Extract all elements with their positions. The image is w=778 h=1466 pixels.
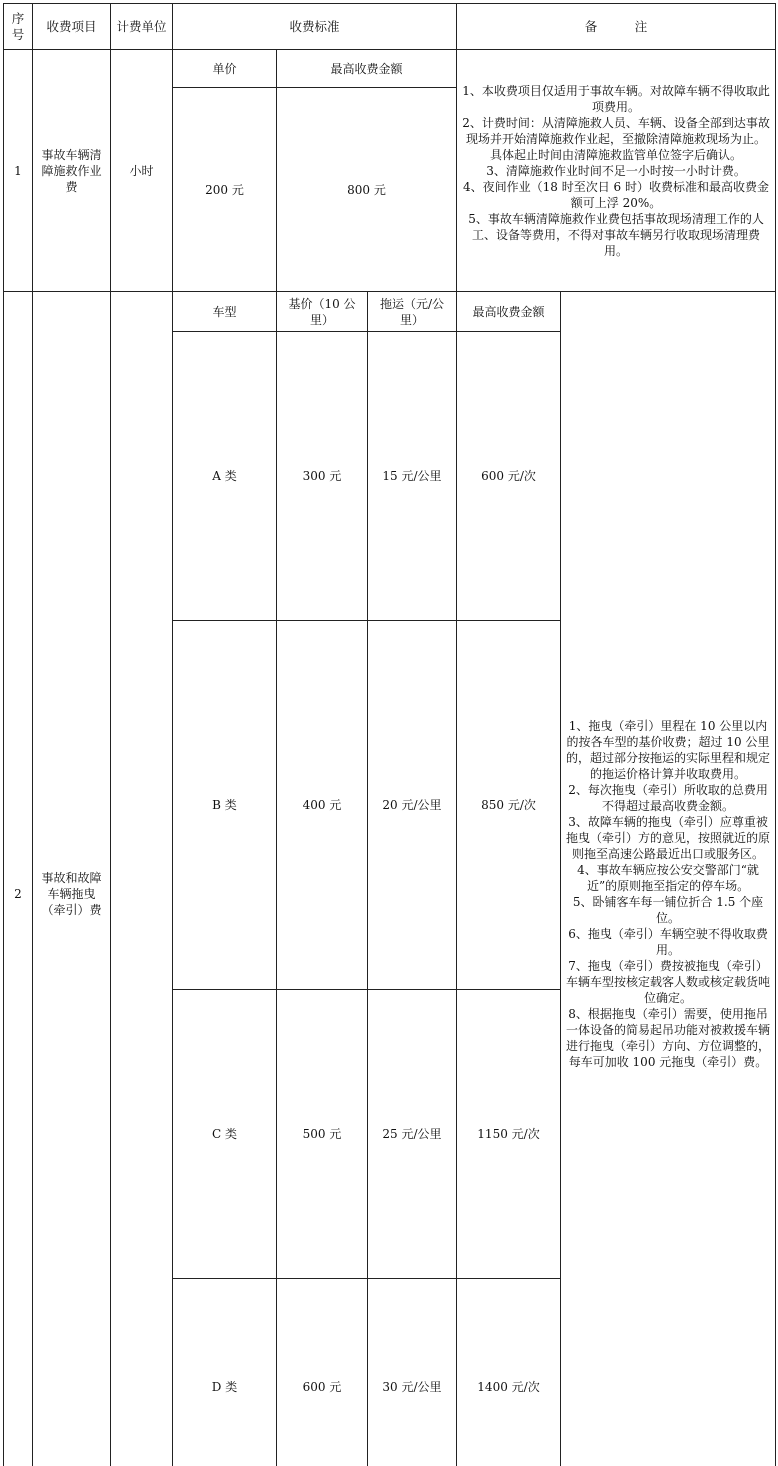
type-d-max: 1400 元/次 <box>457 1279 561 1466</box>
row2-note-6: 6、拖曳（牵引）车辆空驶不得收取费用。 <box>565 926 771 958</box>
type-c-base: 500 元 <box>277 990 368 1279</box>
header-row <box>4 4 776 50</box>
header-standard: 收费标准 <box>173 4 457 50</box>
type-b: B 类 <box>173 621 277 990</box>
row2-note-1: 1、拖曳（牵引）里程在 10 公里以内的按各车型的基价收费；超过 10 公里的，超过部分按拖运的实际里程和规定的拖运价格计算并收取费用。 <box>565 718 771 782</box>
row1-notes <box>457 50 776 292</box>
row2-col-type: 车型 <box>173 292 277 332</box>
type-b-max: 850 元/次 <box>457 621 561 990</box>
row1-note-5: 5、事故车辆清障施救作业费包括事故现场清理工作的人工、设备等费用，不得对事故车辆另行收取现场清理费用。 <box>461 211 771 259</box>
row1-max-amount: 800 元 <box>277 88 457 292</box>
row2-notes <box>561 292 776 1466</box>
row2-note-8: 8、根据拖曳（牵引）需要，使用拖吊一体设备的简易起吊功能对被救援车辆进行拖曳（牵引）方向、方位调整的，每车可加收 100 元拖曳（牵引）费。 <box>565 1006 771 1070</box>
row1-subheader <box>4 50 776 88</box>
row1-unit-price: 200 元 <box>173 88 277 292</box>
row1-unit: 小时 <box>111 50 173 292</box>
row2-col-base: 基价（10 公里） <box>277 292 368 332</box>
header-unit: 计费单位 <box>111 4 173 50</box>
row2-subheader <box>4 292 776 332</box>
type-b-tow: 20 元/公里 <box>368 621 457 990</box>
row1-max-label: 最高收费金额 <box>277 50 457 88</box>
type-a: A 类 <box>173 332 277 621</box>
type-c-max: 1150 元/次 <box>457 990 561 1279</box>
row1-item: 事故车辆清障施救作业费 <box>33 50 111 292</box>
header-remarks: 备 注 <box>457 4 776 50</box>
row2-col-max: 最高收费金额 <box>457 292 561 332</box>
type-d-tow: 30 元/公里 <box>368 1279 457 1466</box>
header-item: 收费项目 <box>33 4 111 50</box>
row1-note-4: 4、夜间作业（18 时至次日 6 时）收费标准和最高收费金额可上浮 20%。 <box>461 179 771 211</box>
row2-unit <box>111 292 173 1466</box>
row2-note-7: 7、拖曳（牵引）费按被拖曳（牵引）车辆车型按核定载客人数或核定载货吨位确定。 <box>565 958 771 1006</box>
type-b-base: 400 元 <box>277 621 368 990</box>
row2-note-4: 4、事故车辆应按公安交警部门“就近”的原则拖至指定的停车场。 <box>565 862 771 894</box>
row2-item: 事故和故障车辆拖曳（牵引）费 <box>33 292 111 1466</box>
row1-unit-price-label: 单价 <box>173 50 277 88</box>
header-seq: 序号 <box>4 4 33 50</box>
row2-col-tow: 拖运（元/公里） <box>368 292 457 332</box>
row1-note-2: 2、计费时间：从清障施救人员、车辆、设备全部到达事故现场并开始清障施救作业起，至撤除清障施救现场为止。具体起止时间由清障施救监管单位签字后确认。 <box>461 115 771 163</box>
row2-seq: 2 <box>4 292 33 1466</box>
type-a-base: 300 元 <box>277 332 368 621</box>
type-c-tow: 25 元/公里 <box>368 990 457 1279</box>
type-c: C 类 <box>173 990 277 1279</box>
fee-table <box>3 3 776 1466</box>
type-d-base: 600 元 <box>277 1279 368 1466</box>
type-a-tow: 15 元/公里 <box>368 332 457 621</box>
row1-note-1: 1、本收费项目仅适用于事故车辆。对故障车辆不得收取此项费用。 <box>461 83 771 115</box>
row2-note-3: 3、故障车辆的拖曳（牵引）应尊重被拖曳（牵引）方的意见，按照就近的原则拖至高速公路最近出口或服务区。 <box>565 814 771 862</box>
row1-seq: 1 <box>4 50 33 292</box>
type-d: D 类 <box>173 1279 277 1466</box>
row2-note-2: 2、每次拖曳（牵引）所收取的总费用不得超过最高收费金额。 <box>565 782 771 814</box>
type-a-max: 600 元/次 <box>457 332 561 621</box>
row1-note-3: 3、清障施救作业时间不足一小时按一小时计费。 <box>461 163 771 179</box>
row2-note-5: 5、卧铺客车每一铺位折合 1.5 个座位。 <box>565 894 771 926</box>
